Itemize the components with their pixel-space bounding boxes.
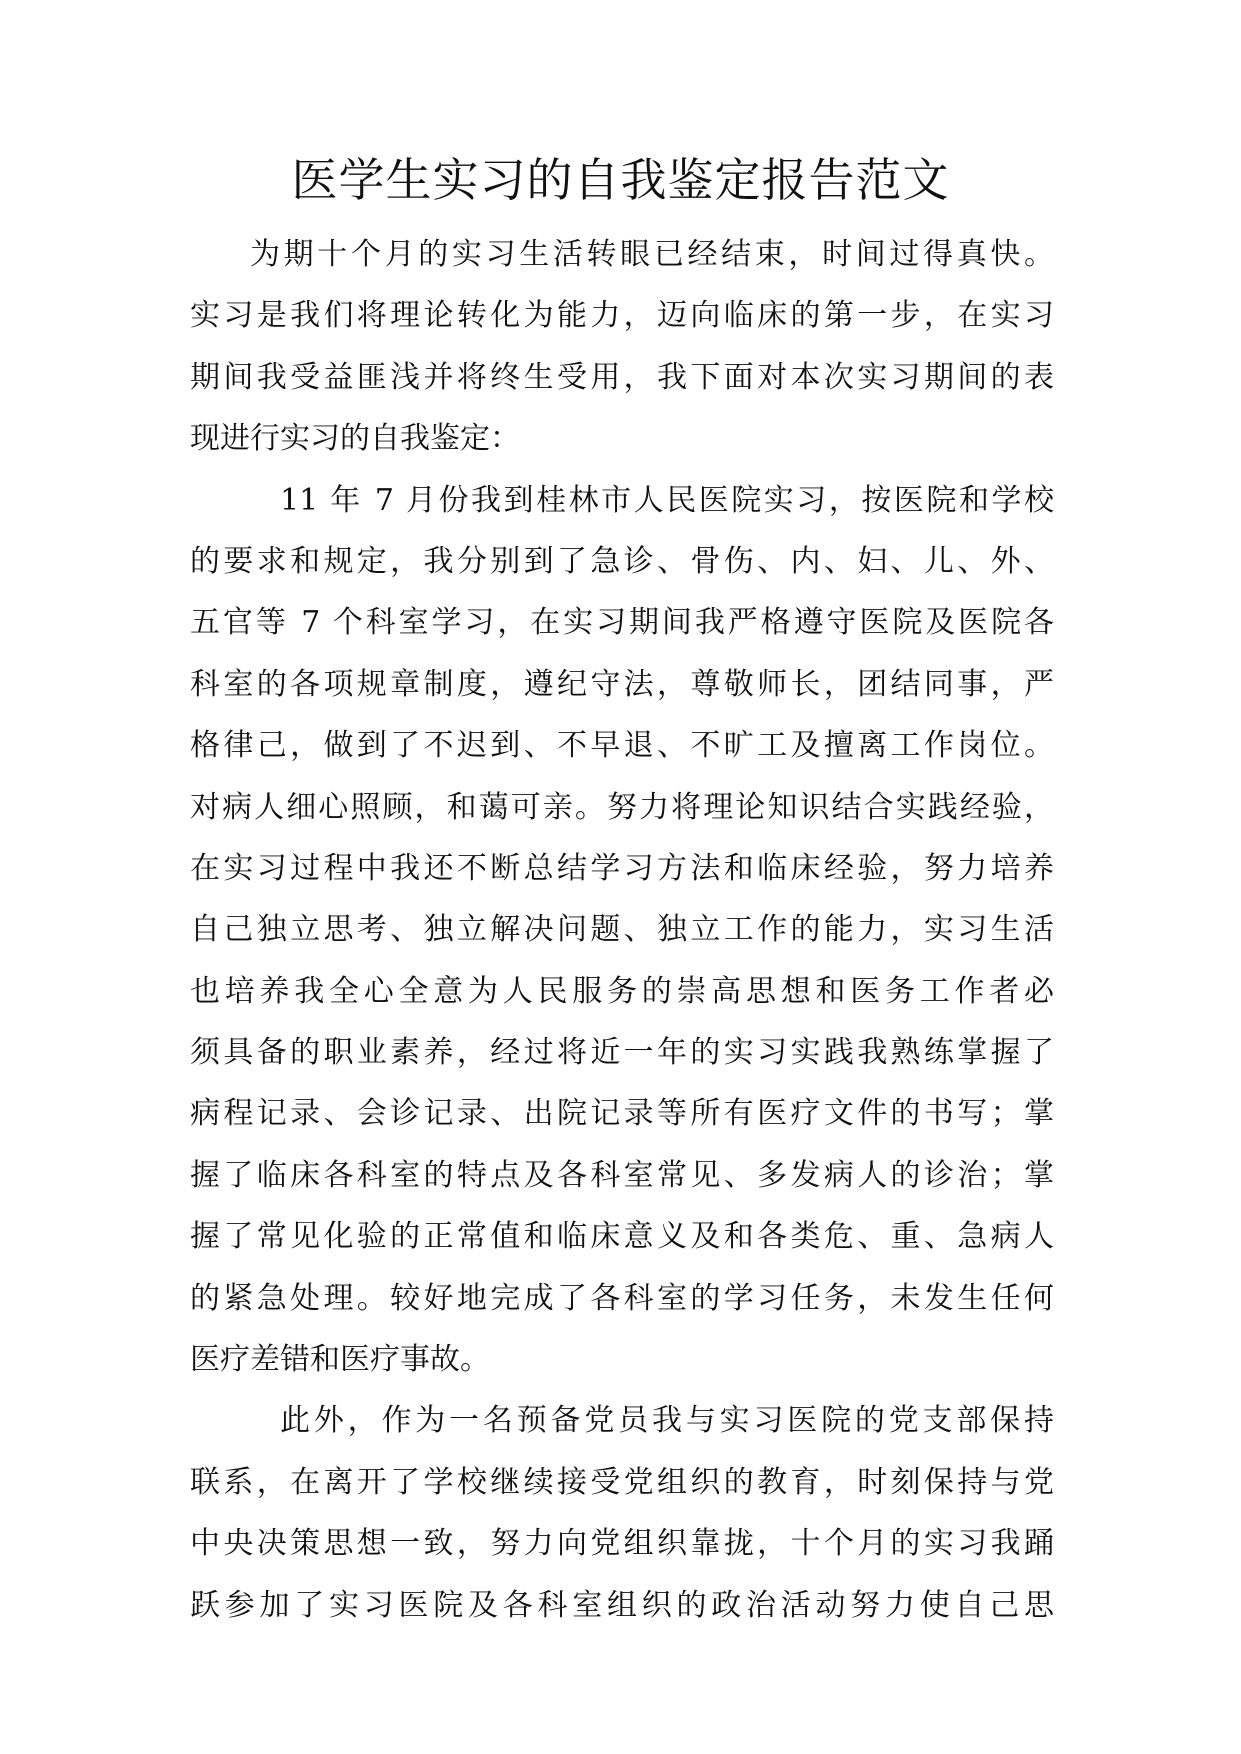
text-line: 此外，作为一名预备党员我与实习医院的党支部保持	[280, 1403, 1054, 1439]
text-line: 须具备的职业素养，经过将近一年的实习实践我熟练掌握了	[190, 1035, 1054, 1071]
text-line: 也培养我全心全意为人民服务的崇高思想和医务工作者必	[190, 973, 1054, 1009]
text-line: 病程记录、会诊记录、出院记录等所有医疗文件的书写；掌	[190, 1096, 1054, 1132]
text-line: 自己独立思考、独立解决问题、独立工作的能力，实习生活	[190, 912, 1054, 948]
text-line: 为期十个月的实习生活转眼已经结束，时间过得真快。	[250, 237, 1054, 272]
text-line: 握了常见化验的正常值和临床意义及和各类危、重、急病人	[190, 1219, 1054, 1255]
paragraph-party	[190, 1390, 1054, 1636]
paragraph-intro	[190, 224, 1054, 470]
text-line: 对病人细心照顾，和蔼可亲。努力将理论知识结合实践经验，	[190, 789, 1054, 825]
text-line: 的要求和规定，我分别到了急诊、骨伤、内、妇、儿、外、	[190, 543, 1054, 579]
text-line: 实习是我们将理论转化为能力，迈向临床的第一步，在实习	[190, 298, 1054, 334]
text-line: 期间我受益匪浅并将终生受用，我下面对本次实习期间的表	[190, 359, 1054, 395]
paragraph-internship	[190, 470, 1054, 1391]
text-line: 现进行实习的自我鉴定：	[190, 421, 520, 457]
text-line: 联系，在离开了学校继续接受党组织的教育，时刻保持与党	[190, 1464, 1054, 1500]
text-line: 医疗差错和医疗事故。	[190, 1342, 490, 1378]
text-line: 11 年 7 月份我到桂林市人民医院实习，按医院和学校	[280, 482, 1054, 518]
text-line: 五官等 7 个科室学习，在实习期间我严格遵守医院及医院各	[190, 605, 1054, 641]
text-line: 中央决策思想一致，努力向党组织靠拢，十个月的实习我踊	[190, 1526, 1054, 1562]
document-title: 医学生实习的自我鉴定报告范文	[291, 153, 950, 207]
text-line: 的紧急处理。较好地完成了各科室的学习任务，未发生任何	[190, 1280, 1054, 1316]
document-body	[190, 224, 1054, 1636]
text-line: 在实习过程中我还不断总结学习方法和临床经验，努力培养	[190, 850, 1054, 886]
text-line: 握了临床各科室的特点及各科室常见、多发病人的诊治；掌	[190, 1157, 1054, 1193]
text-line: 跃参加了实习医院及各科室组织的政治活动努力使自己思	[190, 1587, 1054, 1623]
text-line: 科室的各项规章制度，遵纪守法，尊敬师长，团结同事，严	[190, 666, 1054, 702]
text-line: 格律己，做到了不迟到、不早退、不旷工及擅离工作岗位。	[190, 728, 1054, 764]
